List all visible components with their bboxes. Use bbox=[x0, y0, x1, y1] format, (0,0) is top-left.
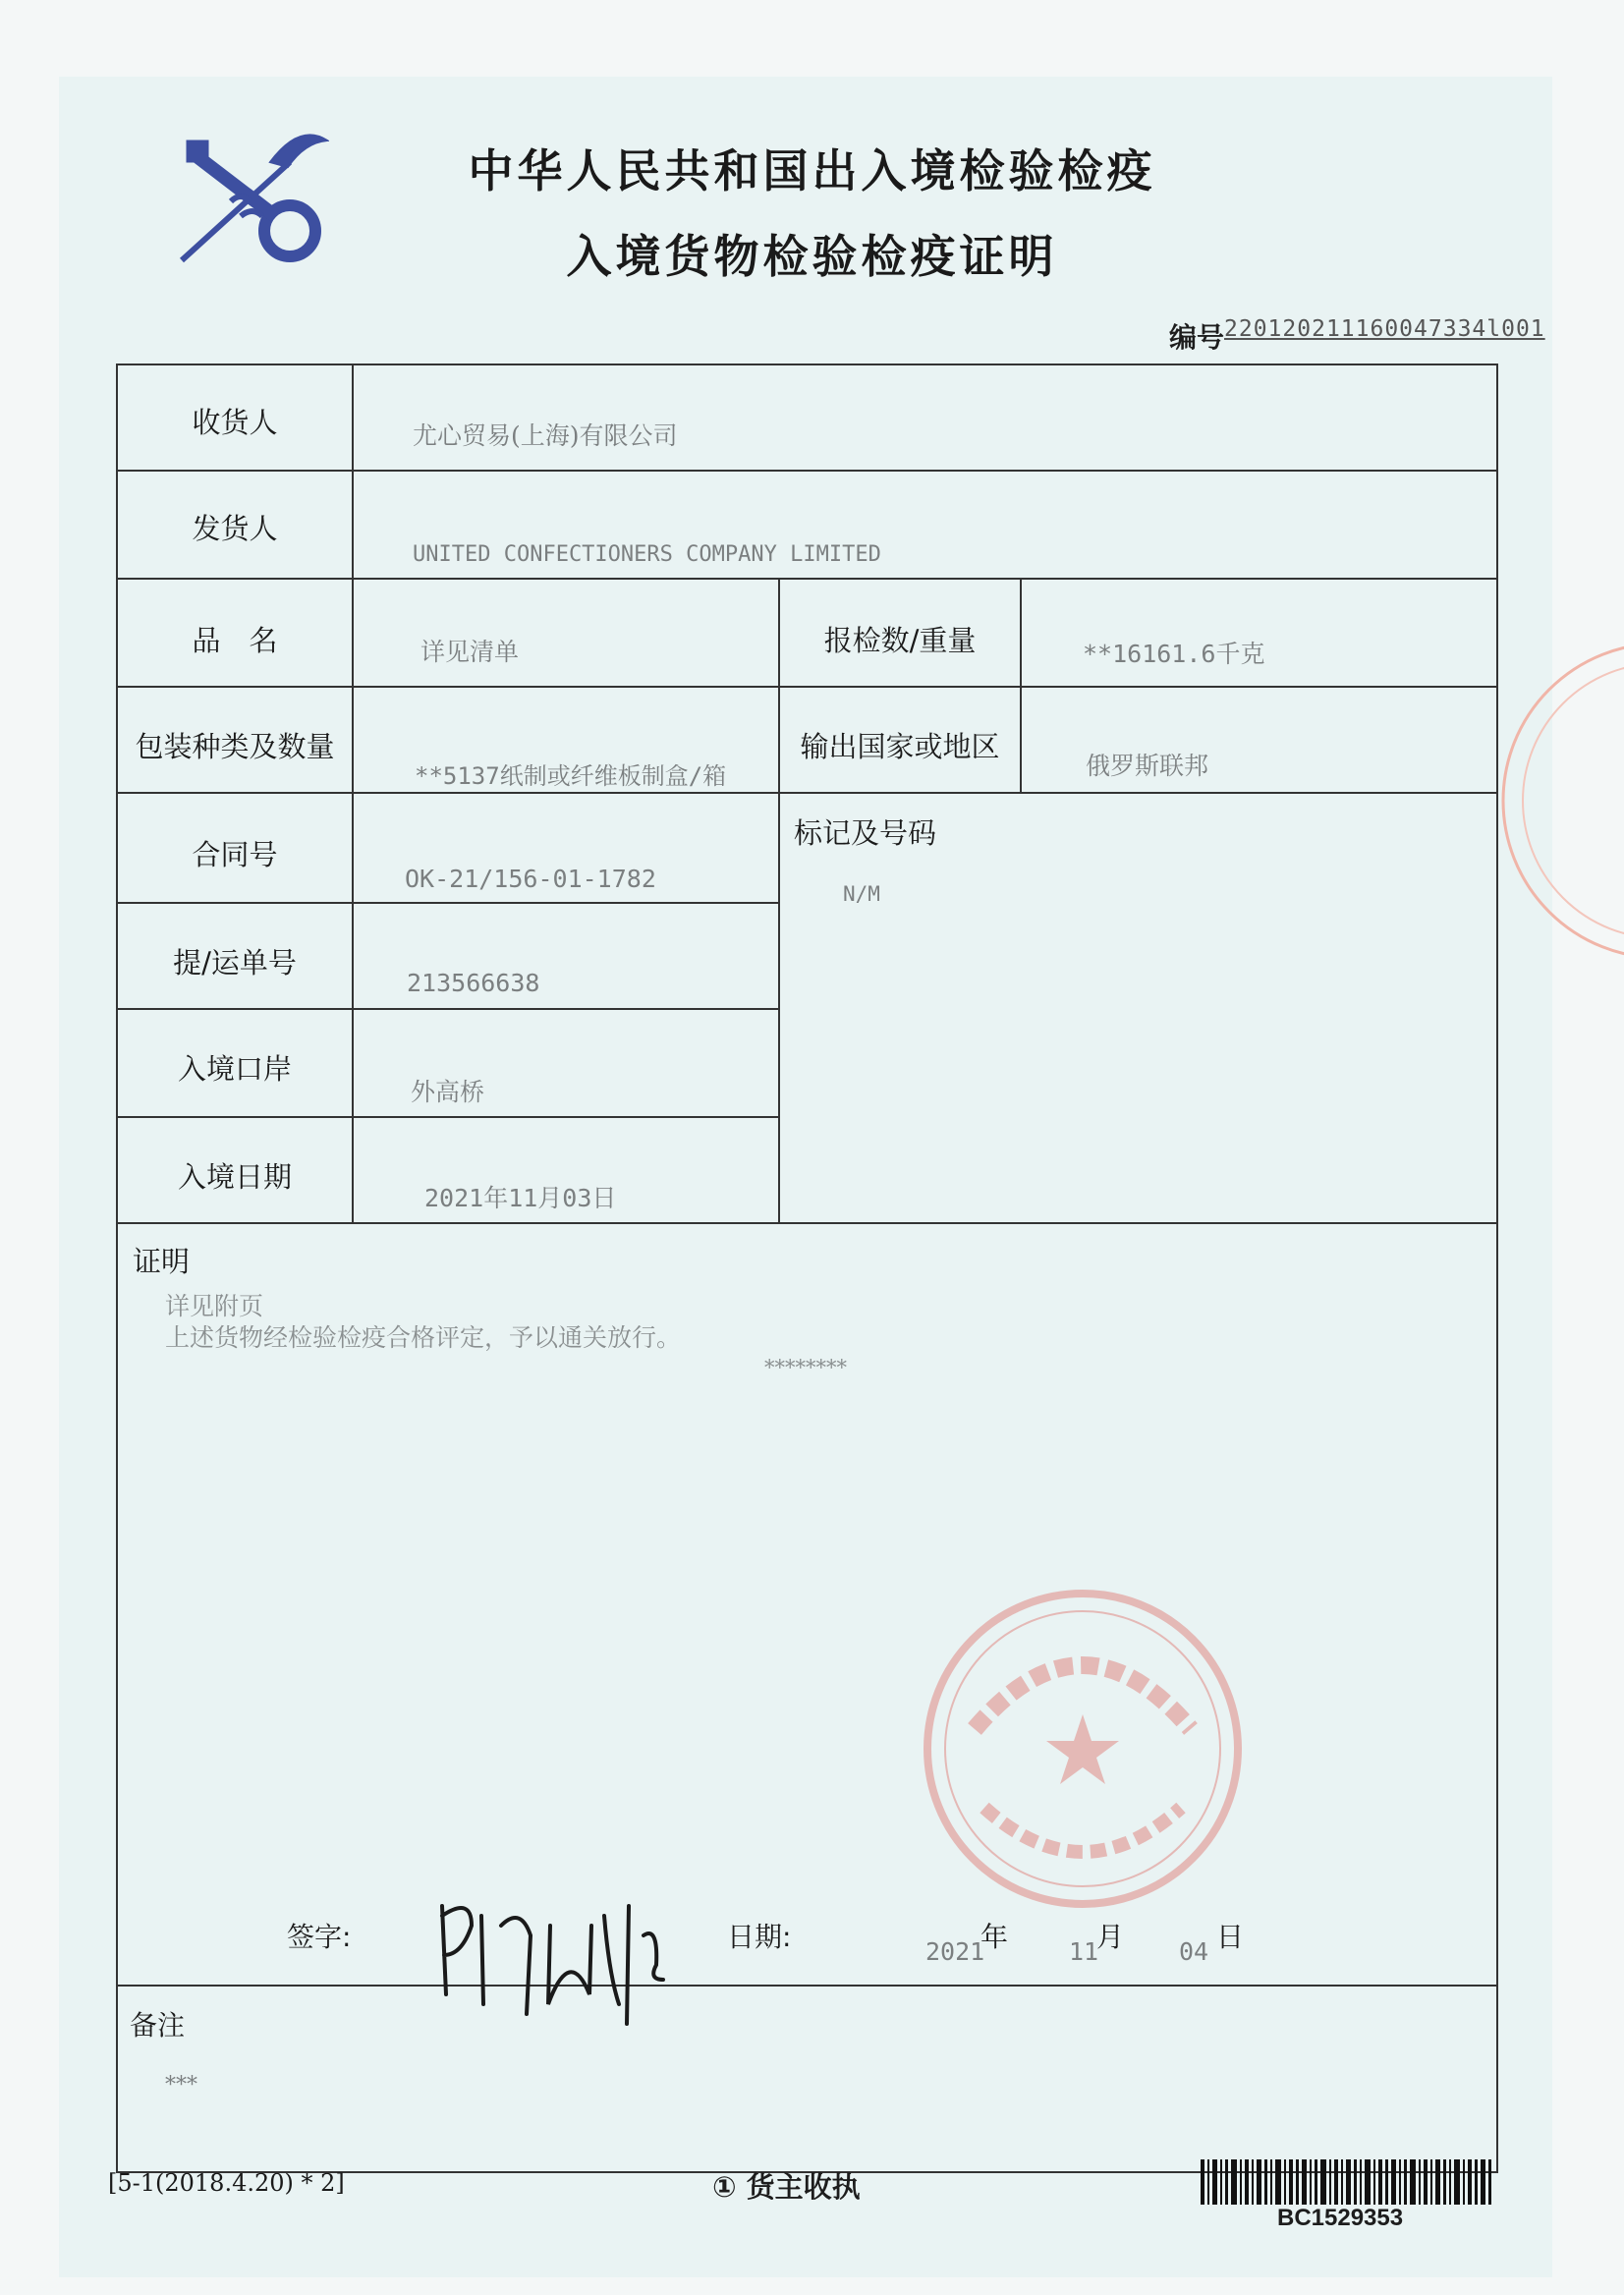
handwritten-signature bbox=[432, 1886, 688, 2034]
barcode-icon bbox=[1201, 2159, 1495, 2205]
document-subtitle: 入境货物检验检疫证明 bbox=[566, 230, 1058, 283]
marks-label: 标记及号码 bbox=[794, 816, 937, 850]
goods-name-value: 详见清单 bbox=[420, 638, 520, 666]
certification-line-1: 详见附页 bbox=[165, 1292, 264, 1320]
origin-value: 俄罗斯联邦 bbox=[1086, 752, 1209, 780]
certification-line-2: 上述货物经检验检疫合格评定，予以通关放行。 bbox=[165, 1323, 682, 1352]
bill-of-lading-label: 提/运单号 bbox=[173, 946, 297, 980]
document-title: 中华人民共和国出入境检验检疫 bbox=[468, 144, 1156, 197]
goods-name-label: 品 名 bbox=[192, 624, 278, 657]
origin-label: 输出国家或地区 bbox=[800, 730, 1000, 763]
marks-value: N/M bbox=[843, 882, 880, 906]
entry-date-value: 2021年11月03日 bbox=[424, 1184, 617, 1212]
partial-seal bbox=[1474, 639, 1624, 963]
entry-date-label: 入境日期 bbox=[177, 1160, 292, 1194]
official-seal bbox=[916, 1582, 1250, 1916]
entry-port-label: 入境口岸 bbox=[177, 1052, 292, 1086]
remarks-value: *** bbox=[165, 2073, 197, 2098]
contract-label: 合同号 bbox=[192, 838, 278, 871]
copy-note: ① 货主收执 bbox=[712, 2170, 861, 2204]
entry-port-value: 外高桥 bbox=[411, 1078, 485, 1106]
sign-month-unit: 月 bbox=[1096, 1921, 1125, 1953]
consignee-label: 收货人 bbox=[192, 406, 278, 439]
signature-label: 签字: bbox=[287, 1921, 352, 1953]
remarks-label: 备注 bbox=[130, 2009, 186, 2042]
serial-value: 220120211160047334l001 bbox=[1224, 316, 1545, 342]
sign-day: 04 bbox=[1179, 1937, 1209, 1966]
sign-date-label: 日期: bbox=[727, 1921, 792, 1953]
packing-label: 包装种类及数量 bbox=[135, 730, 335, 763]
sign-month: 11 bbox=[1069, 1937, 1099, 1966]
serial-label: 编号 bbox=[1169, 321, 1225, 354]
packing-value: **5137纸制或纤维板制盒/箱 bbox=[415, 762, 727, 790]
serial-number bbox=[1169, 316, 1545, 356]
barcode-number: BC1529353 bbox=[1277, 2205, 1404, 2231]
contract-value: OK-21/156-01-1782 bbox=[405, 865, 656, 893]
consignor-value: UNITED CONFECTIONERS COMPANY LIMITED bbox=[413, 542, 881, 567]
certification-label: 证明 bbox=[133, 1245, 191, 1278]
sign-year-unit: 年 bbox=[980, 1921, 1009, 1953]
certification-line-3: ******** bbox=[764, 1356, 847, 1379]
consignee-value: 尤心贸易(上海)有限公司 bbox=[413, 421, 678, 450]
bill-of-lading-value: 213566638 bbox=[407, 969, 540, 997]
sign-day-unit: 日 bbox=[1216, 1921, 1245, 1953]
form-code: [5-1(2018.4.20) * 2] bbox=[108, 2169, 345, 2197]
sign-year: 2021 bbox=[925, 1937, 985, 1966]
quantity-value: **16161.6千克 bbox=[1083, 640, 1265, 668]
quantity-label: 报检数/重量 bbox=[823, 624, 977, 657]
consignor-label: 发货人 bbox=[192, 512, 278, 545]
